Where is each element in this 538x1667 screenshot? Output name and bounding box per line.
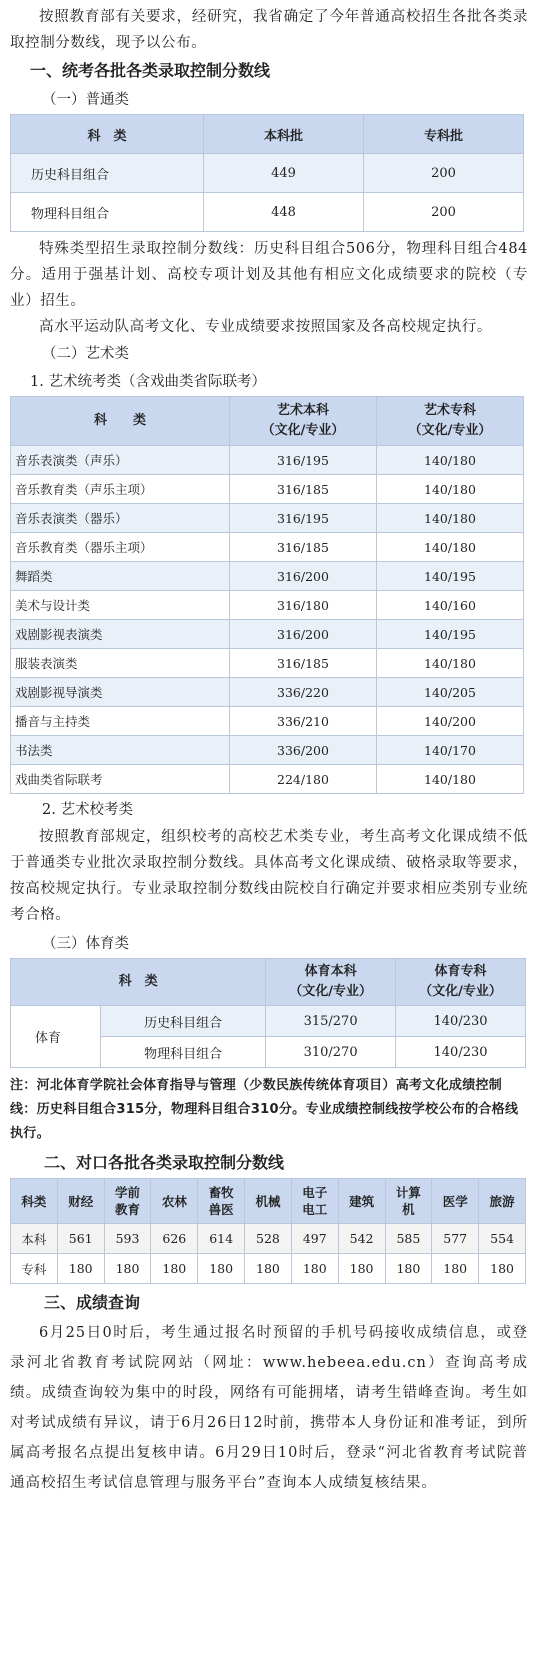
- cell: 140/230: [396, 1006, 526, 1037]
- table-row: [11, 707, 524, 736]
- cell: 448: [204, 193, 364, 232]
- cell: 本科: [11, 1224, 58, 1254]
- sports-table: [10, 958, 526, 1068]
- cell: 美术与设计类: [11, 591, 230, 620]
- cell: 140/230: [396, 1037, 526, 1068]
- table-row: [11, 649, 524, 678]
- section-1-title: 一、统考各批各类录取控制分数线: [30, 61, 271, 80]
- header-line: 科类: [21, 1193, 47, 1209]
- header-line: 建筑: [349, 1193, 375, 1209]
- table-row: [11, 591, 524, 620]
- cell: 316/195: [230, 446, 377, 475]
- cell: 614: [198, 1224, 245, 1254]
- table-row: [11, 504, 524, 533]
- cell: 577: [432, 1224, 479, 1254]
- cell: 316/185: [230, 649, 377, 678]
- cell: 音乐表演类（器乐）: [11, 504, 230, 533]
- col-header-9: [432, 1179, 479, 1224]
- sports-category-cell: 体育: [11, 1006, 101, 1068]
- cell: 书法类: [11, 736, 230, 765]
- header-line: 机: [402, 1202, 415, 1217]
- cell: 140/180: [377, 504, 524, 533]
- cell: 180: [479, 1254, 526, 1284]
- cell: 戏剧影视表演类: [11, 620, 230, 649]
- cell: 物理科目组合: [11, 193, 204, 232]
- table-row: [11, 446, 524, 475]
- cell: 播音与主持类: [11, 707, 230, 736]
- header-line: 财经: [68, 1193, 94, 1209]
- col-header-2: [104, 1179, 151, 1224]
- cell: 180: [151, 1254, 198, 1284]
- col-header-sports-college: [396, 959, 526, 1006]
- table-row: [11, 1224, 526, 1254]
- cell: 497: [291, 1224, 338, 1254]
- header-line: 电工: [302, 1202, 328, 1217]
- cell: 310/270: [266, 1037, 396, 1068]
- header-line: 学前: [115, 1185, 141, 1200]
- col-header-college: 专科批: [364, 115, 524, 154]
- cell: 336/200: [230, 736, 377, 765]
- cell: 140/160: [377, 591, 524, 620]
- cell: 316/200: [230, 620, 377, 649]
- col-header-0: [11, 1179, 58, 1224]
- cell: 140/200: [377, 707, 524, 736]
- cell: 140/170: [377, 736, 524, 765]
- table-row: [11, 154, 524, 193]
- cell: 140/205: [377, 678, 524, 707]
- table-row: [11, 678, 524, 707]
- cell: 戏剧影视导演类: [11, 678, 230, 707]
- cell: 200: [364, 193, 524, 232]
- table-row: [11, 533, 524, 562]
- intro-paragraph: 按照教育部有关要求，经研究，我省确定了今年普通高校招生各批各类录取控制分数线，现予以公布。: [10, 9, 528, 51]
- cell: 585: [385, 1224, 432, 1254]
- header-line: 农林: [161, 1193, 187, 1209]
- cell: 140/180: [377, 649, 524, 678]
- header-line: 教育: [115, 1202, 141, 1217]
- table-row: [11, 1254, 526, 1284]
- sports-team-paragraph: 高水平运动队高考文化、专业成绩要求按照国家及各高校规定执行。: [39, 319, 492, 335]
- art-sub2-title: 2. 艺术校考类: [42, 802, 133, 818]
- art-title: （二）艺术类: [42, 346, 129, 362]
- cell: 626: [151, 1224, 198, 1254]
- header-line: 体育本科: [304, 964, 357, 979]
- cell: 315/270: [266, 1006, 396, 1037]
- cell: 音乐教育类（声乐主项）: [11, 475, 230, 504]
- art-table: [10, 396, 524, 794]
- header-line: 艺术本科: [276, 403, 329, 418]
- cell: 316/200: [230, 562, 377, 591]
- cell: 316/185: [230, 533, 377, 562]
- col-header-category: 科 类: [11, 115, 204, 154]
- cell: 140/180: [377, 765, 524, 794]
- cell: 180: [338, 1254, 385, 1284]
- section-2-title: 二、对口各批各类录取控制分数线: [44, 1153, 285, 1172]
- header-line: 体育专科: [434, 964, 487, 979]
- cell: 历史科目组合: [101, 1006, 266, 1037]
- table-row: [11, 562, 524, 591]
- col-header-10: [479, 1179, 526, 1224]
- table-row: [11, 1006, 526, 1037]
- cell: 服装表演类: [11, 649, 230, 678]
- cell: 专科: [11, 1254, 58, 1284]
- table-row: [11, 193, 524, 232]
- cell: 180: [432, 1254, 479, 1284]
- cell: 180: [291, 1254, 338, 1284]
- cell: 336/210: [230, 707, 377, 736]
- vocational-table-body: [11, 1224, 526, 1284]
- art-table-body: [11, 446, 524, 794]
- art-sub1-title: 1. 艺术统考类（含戏曲类省际联考）: [30, 374, 266, 390]
- cell: 180: [245, 1254, 292, 1284]
- cell: 316/180: [230, 591, 377, 620]
- cell: 316/185: [230, 475, 377, 504]
- cell: 180: [198, 1254, 245, 1284]
- header-line: 电子: [302, 1185, 328, 1200]
- table-row: [11, 765, 524, 794]
- art-school-exam-paragraph: 按照教育部规定，组织校考的高校艺术类专业，考生高考文化课成绩不低于普通类专业批次录取控制分数线。具体高考文化课成绩、破格录取等要求，按高校规定执行。专业录取控制分数线由院校自行确定并要求相应类别专业统考合格。: [10, 829, 528, 923]
- header-line: 计算: [395, 1185, 421, 1200]
- cell: 180: [104, 1254, 151, 1284]
- header-line: 兽医: [208, 1202, 234, 1217]
- general-table: [10, 114, 524, 232]
- cell: 180: [385, 1254, 432, 1284]
- cell: 593: [104, 1224, 151, 1254]
- cell: 528: [245, 1224, 292, 1254]
- cell: 542: [338, 1224, 385, 1254]
- cell: 336/220: [230, 678, 377, 707]
- cell: 音乐表演类（声乐）: [11, 446, 230, 475]
- sports-title: （三）体育类: [42, 936, 129, 952]
- cell: 音乐教育类（器乐主项）: [11, 533, 230, 562]
- cell: 200: [364, 154, 524, 193]
- cell: 449: [204, 154, 364, 193]
- col-header-6: [291, 1179, 338, 1224]
- cell: 316/195: [230, 504, 377, 533]
- header-line: 旅游: [489, 1193, 515, 1209]
- cell: 140/180: [377, 446, 524, 475]
- section-3-title: 三、成绩查询: [44, 1293, 141, 1312]
- cell: 舞蹈类: [11, 562, 230, 591]
- cell: 180: [57, 1254, 104, 1284]
- cell: 140/180: [377, 533, 524, 562]
- cell: 224/180: [230, 765, 377, 794]
- header-line: （文化/专业）: [261, 423, 345, 438]
- col-header-8: [385, 1179, 432, 1224]
- col-header-category: 科 类: [11, 397, 230, 446]
- vocational-table: [10, 1178, 526, 1284]
- header-line: 机械: [255, 1193, 281, 1209]
- header-line: 畜牧: [208, 1185, 234, 1200]
- sports-note: 注：河北体育学院社会体育指导与管理（少数民族传统体育项目）高考文化成绩控制线：历史科目组合315分，物理科目组合310分。专业成绩控制线按学校公布的合格线执行。: [10, 1078, 519, 1141]
- header-line: （文化/专业）: [408, 423, 492, 438]
- cell: 140/195: [377, 562, 524, 591]
- cell: 554: [479, 1224, 526, 1254]
- table-row: [11, 736, 524, 765]
- col-header-art-college: [377, 397, 524, 446]
- col-header-undergrad: 本科批: [204, 115, 364, 154]
- col-header-5: [245, 1179, 292, 1224]
- header-line: （文化/专业）: [419, 984, 502, 999]
- col-header-1: [57, 1179, 104, 1224]
- cell: 物理科目组合: [101, 1037, 266, 1068]
- cell: 戏曲类省际联考: [11, 765, 230, 794]
- table-row: [11, 620, 524, 649]
- cell: 历史科目组合: [11, 154, 204, 193]
- header-line: 艺术专科: [423, 403, 476, 418]
- vocational-header-row: [11, 1179, 526, 1224]
- header-line: （文化/专业）: [289, 984, 372, 999]
- col-header-7: [338, 1179, 385, 1224]
- score-query-paragraph: 6月25日0时后，考生通过报名时预留的手机号码接收成绩信息，或登录河北省教育考试院网站（网址：www.hebeea.edu.cn）查询高考成绩。成绩查询较为集中的时段，网络有可能拥堵，请考生错峰查询。考生如对考试成绩有异议，请于6月26日12时前，携带本人身份证和准考证，到所属高考报名点提出复核申请。6月29日10时后，登录“河北省教育考试院普通高校招生考试信息管理与服务平台”查询本人成绩复核结果。: [10, 1325, 528, 1491]
- col-header-category: 科 类: [11, 959, 266, 1006]
- general-title: （一）普通类: [42, 92, 129, 108]
- cell: 561: [57, 1224, 104, 1254]
- cell: 140/180: [377, 475, 524, 504]
- table-row: [11, 475, 524, 504]
- special-type-paragraph: 特殊类型招生录取控制分数线：历史科目组合506分，物理科目组合484分。适用于强基计划、高校专项计划及其他有相应文化成绩要求的院校（专业）招生。: [10, 241, 528, 309]
- col-header-art-undergrad: [230, 397, 377, 446]
- header-line: 医学: [442, 1193, 468, 1209]
- col-header-4: [198, 1179, 245, 1224]
- col-header-3: [151, 1179, 198, 1224]
- col-header-sports-undergrad: [266, 959, 396, 1006]
- cell: 140/195: [377, 620, 524, 649]
